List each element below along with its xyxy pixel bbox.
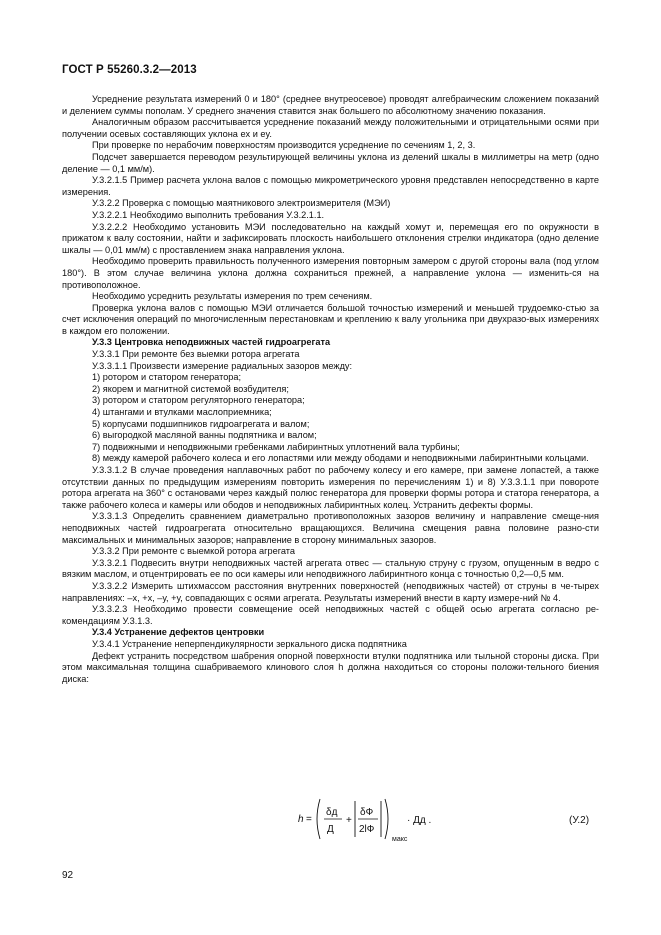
document-header: ГОСТ Р 55260.3.2—2013 xyxy=(62,64,197,76)
paragraph: 2) якорем и магнитной системой возбудителя; xyxy=(92,383,289,394)
paragraph: У.3.3.1.2 В случае проведения наплавочных работ по рабочему колесу и его камере, при замене лопастей, а также отсутствии данных по предыдущим измерениям повторить измерения по перечислениям 1) и 8) У.3.3.1.1 при повороте ротора агрегата на 360° с остановами через каждый полюс генератора для проверки формы ротора и статора генератора, а также рабочего колеса и камеры или ободов и неподвижных лабиринтных колец. Устранить дефекты формы. xyxy=(62,465,599,510)
paragraph: У.3.3.1.1 Произвести измерение радиальных зазоров между: xyxy=(92,360,353,371)
paragraph: Аналогичным образом рассчитывается усреднение показаний между положительными и отрицательными осями при получении осевых составляющих уклона ex и ey. xyxy=(62,117,599,139)
paragraph: У.3.3.2.3 Необходимо провести совмещение осей неподвижных частей с общей осью агрегата согласно ре-комендациям У.3.1.3. xyxy=(62,604,599,626)
paragraph: При проверке по нерабочим поверхностям производится усреднение по сечениям 1, 2, 3. xyxy=(92,140,476,151)
left-paren xyxy=(317,799,320,839)
paragraph: 8) между камерой рабочего колеса и его лопастями или между ободами и неподвижными лабиринтными кольцами. xyxy=(92,453,589,464)
paragraph: У.3.3.2.2 Измерить штихмассом расстояния внутренних поверхностей (неподвижных частей) от струны в че-тырех направлениях: –х, +х, –у, +у, совпадающих с осями агрегата. Результаты измерений внести в карту измере-ний № 4. xyxy=(62,580,599,603)
paragraph: Подсчет завершается переводом результирующей величины уклона из делений шкалы в миллиметры на метр (одно деление — 0,1 мм/м). xyxy=(62,151,599,174)
right-paren xyxy=(385,799,388,839)
paragraph: У.3.3.1 При ремонте без выемки ротора агрегата xyxy=(92,349,300,360)
document-body xyxy=(62,94,599,685)
formula-plus: + xyxy=(346,815,352,826)
section-heading: У.3.4 Устранение дефектов центровки xyxy=(92,627,265,638)
formula-graphic xyxy=(62,795,599,845)
paragraph: 6) выгородкой масляной ванны подпятника и валом; xyxy=(92,430,317,441)
paragraph: 4) штангами и втулками маслоприемника; xyxy=(92,407,272,418)
paragraph: Необходимо усреднить результаты измерения по трем сечениям. xyxy=(92,291,373,302)
paragraph: У.3.4.1 Устранение неперпендикулярности зеркального диска подпятника xyxy=(92,638,407,649)
formula-num1: δд xyxy=(326,807,338,818)
formula-u2 xyxy=(62,795,599,845)
paragraph: Проверка уклона валов с помощью МЭИ отличается большой точностью измерений и меньшей трудоемко-стью за счет исключения операций по многочисленным перестановкам и креплению к валу угольника при двухразо-вых измерениях в каждом его положении. xyxy=(62,302,599,336)
paragraph: Дефект устранить посредством шабрения опорной поверхности втулки подпятника или тыльной стороны диска. При этом максимальная толщина сшабриваемого клинового слоя h должна находиться со стороны положи-тельного биения диска: xyxy=(62,650,599,684)
formula-lhs: h xyxy=(298,814,304,825)
paragraph: 5) корпусами подшипников гидроагрегата и валом; xyxy=(92,418,310,429)
formula-num2: δФ xyxy=(360,807,374,818)
paragraph: У.3.3.2.1 Подвесить внутри неподвижных частей агрегата отвес — стальную струну с грузом, опущенным в ведро с вязким маслом, и отцентрировать ее по оси камеры или неподвижного лабиринтного конца с точностью 0,2—0,5 мм. xyxy=(62,557,599,580)
formula-equals: = xyxy=(306,814,312,825)
paragraph: У.3.2.2 Проверка с помощью маятникового электроизмерителя (МЭИ) xyxy=(92,198,391,209)
formula-sub: макс xyxy=(392,836,408,843)
paragraph: У.3.3.1.3 Определить сравнением диаметрально противоположных зазоров величину и направление смеще-ния неподвижных частей гидроагрегата относительно вращающихся. Величина смещения равна половине разно-сти максимальных и минимальных зазоров; направление в сторону минимальных зазоров. xyxy=(62,511,599,545)
paragraph: 7) подвижными и неподвижными гребенками лабиринтных уплотнений вала турбины; xyxy=(92,441,460,452)
paragraph: У.3.3.2 При ремонте с выемкой ротора агрегата xyxy=(92,546,295,557)
formula-den2: 2lФ xyxy=(359,824,375,835)
formula-number: (У.2) xyxy=(569,815,590,826)
paragraph: Усреднение результата измерений 0 и 180° (среднее внутреосевое) проводят алгебраическим сложением показаний и делением суммы пополам. У среднего значения ставится знак большего по абсолютному значению показания. xyxy=(62,94,599,116)
paragraph: 1) ротором и статором генератора; xyxy=(92,372,242,383)
paragraph: У.3.2.2.2 Необходимо установить МЭИ последовательно на каждый хомут и, перемещая его по окружности в прижатом к валу состоянии, найти и зафиксировать плоскость наибольшего отклонения стрелки индикатора (одно деление шкалы — 0,01 мм/м) с проставлением знака направления уклона. xyxy=(62,221,599,255)
paragraph: У.3.2.1.5 Пример расчета уклона валов с помощью микрометрического уровня представлен непосредственно в карте измерения. xyxy=(62,175,599,197)
page-number: 92 xyxy=(62,870,74,881)
formula-den1: Д xyxy=(327,824,334,835)
section-heading: У.3.3 Центровка неподвижных частей гидроагрегата xyxy=(92,337,331,348)
paragraph: Необходимо проверить правильность полученного измерения повторным замером с другой стороны вала (под углом 180°). В этом случае величина уклона должна сохраниться прежней, а направление уклона — изменить-ся на противоположное. xyxy=(62,256,599,290)
paragraph: 3) ротором и статором регуляторного генератора; xyxy=(92,395,305,406)
paragraph: У.3.2.2.1 Необходимо выполнить требования У.3.2.1.1. xyxy=(92,209,325,220)
formula-mult: · Дд . xyxy=(407,815,432,826)
